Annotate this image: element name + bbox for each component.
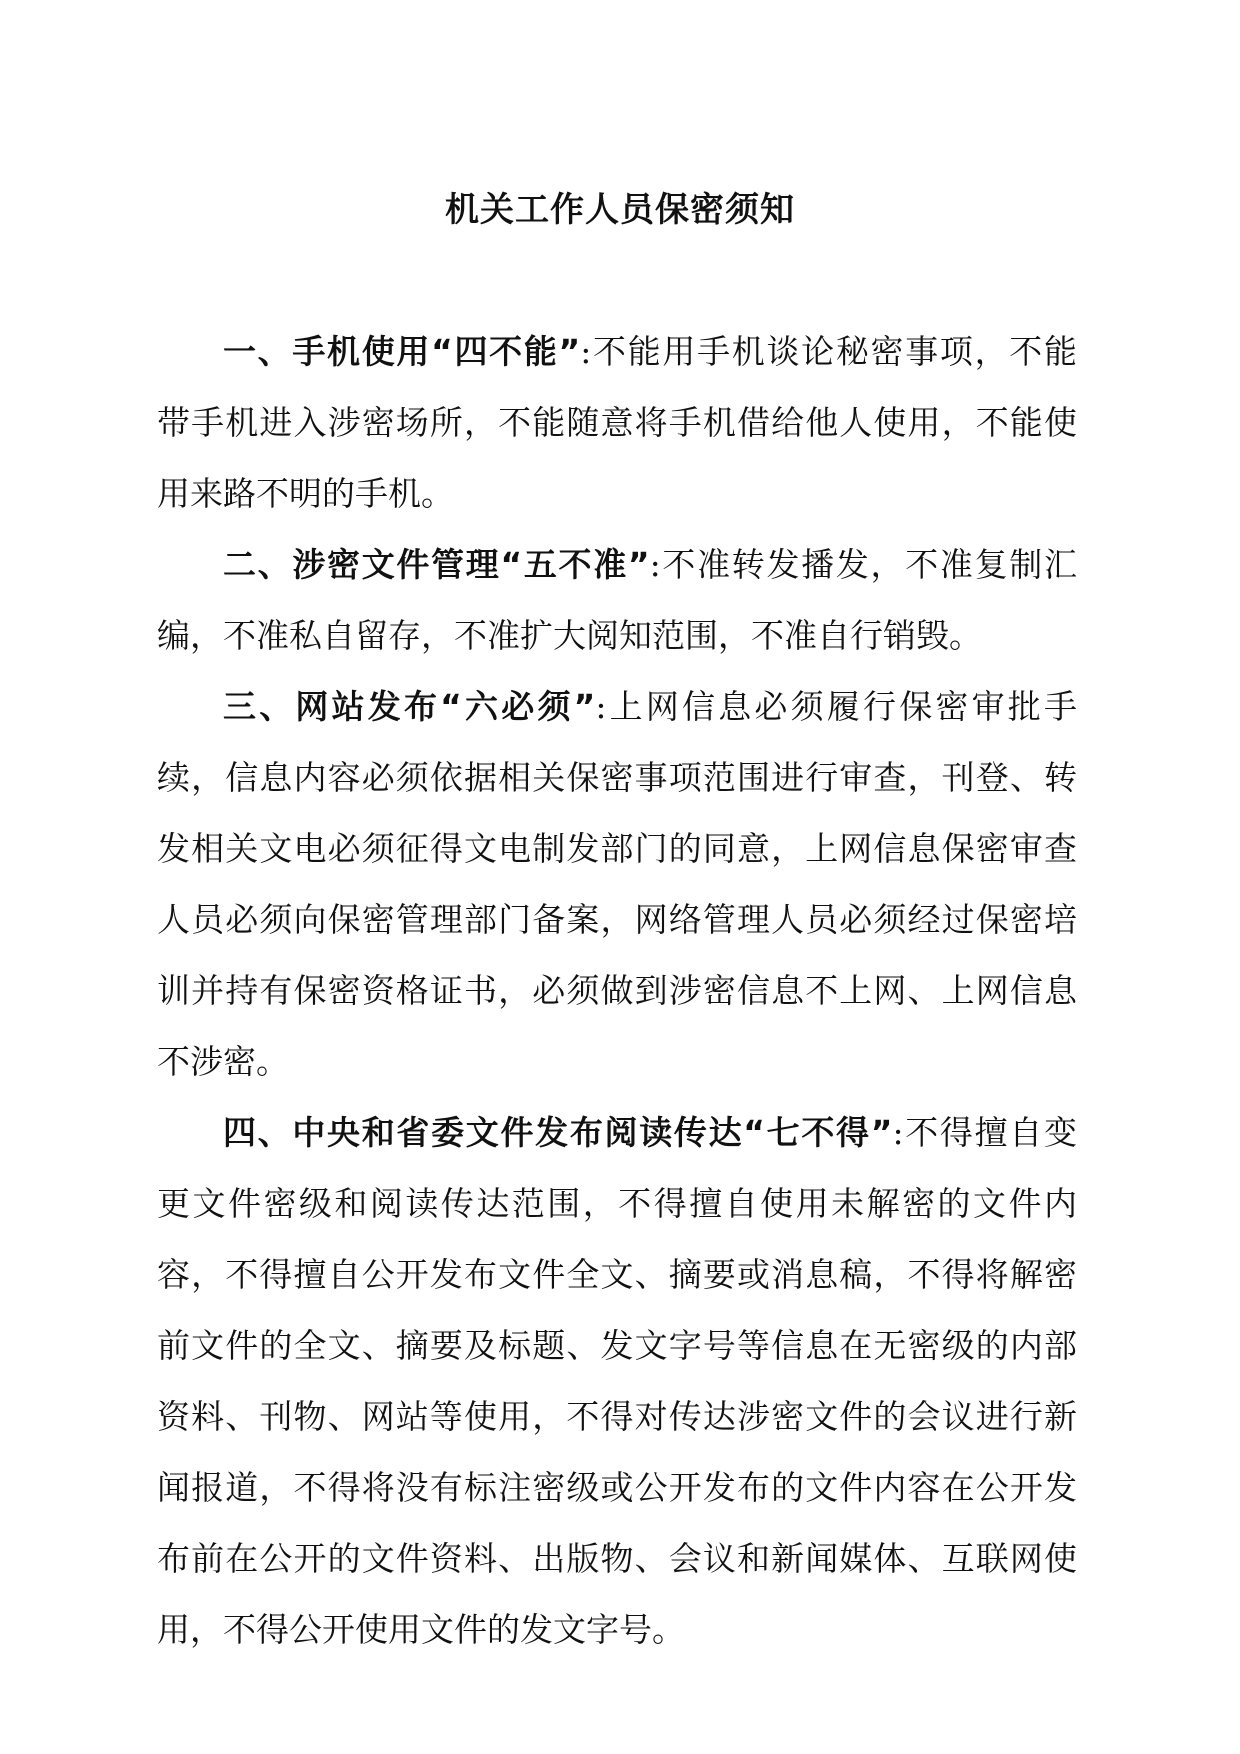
document-body xyxy=(157,316,1077,1665)
paragraph-line: 更文件密级和阅读传达范围，不得擅自使用未解密的文件内 xyxy=(157,1184,1077,1223)
paragraph-text: :不得擅自变 xyxy=(892,1113,1077,1152)
paragraph-line xyxy=(157,316,1077,387)
section-website-publishing-rules xyxy=(157,671,1077,1097)
paragraph-line xyxy=(157,1097,1077,1168)
section-heading: 二、涉密文件管理“五不准” xyxy=(223,545,650,584)
paragraph-text: :上网信息必须履行保密审批手 xyxy=(595,687,1077,726)
section-heading: 三、网站发布“六必须” xyxy=(223,687,596,726)
section-mobile-phone-rules xyxy=(157,316,1077,529)
paragraph-line: 容，不得擅自公开发布文件全文、摘要或消息稿，不得将解密 xyxy=(157,1255,1077,1294)
paragraph-line: 续，信息内容必须依据相关保密事项范围进行审查，刊登、转 xyxy=(157,758,1077,797)
section-classified-document-rules xyxy=(157,529,1077,671)
paragraph-line: 用来路不明的手机。 xyxy=(157,474,454,513)
document-title: 机关工作人员保密须知 xyxy=(445,190,795,230)
paragraph-text: :不准转发播发，不准复制汇 xyxy=(649,545,1077,584)
paragraph-line: 资料、刊物、网站等使用，不得对传达涉密文件的会议进行新 xyxy=(157,1397,1077,1436)
paragraph-text: :不能用手机谈论秘密事项，不能 xyxy=(580,332,1077,371)
section-heading: 四、中央和省委文件发布阅读传达“七不得” xyxy=(223,1113,893,1152)
paragraph-line: 人员必须向保密管理部门备案，网络管理人员必须经过保密培 xyxy=(157,900,1077,939)
section-central-document-rules xyxy=(157,1097,1077,1665)
paragraph-line xyxy=(157,529,1077,600)
paragraph-line: 闻报道，不得将没有标注密级或公开发布的文件内容在公开发 xyxy=(157,1468,1077,1507)
section-heading: 一、手机使用“四不能” xyxy=(223,332,581,371)
paragraph-line: 不涉密。 xyxy=(157,1042,289,1081)
paragraph-line: 用，不得公开使用文件的发文字号。 xyxy=(157,1610,685,1649)
paragraph-line: 布前在公开的文件资料、出版物、会议和新闻媒体、互联网使 xyxy=(157,1539,1077,1578)
paragraph-line: 前文件的全文、摘要及标题、发文字号等信息在无密级的内部 xyxy=(157,1326,1077,1365)
paragraph-line: 训并持有保密资格证书，必须做到涉密信息不上网、上网信息 xyxy=(157,971,1077,1010)
paragraph-line: 发相关文电必须征得文电制发部门的同意，上网信息保密审查 xyxy=(157,829,1077,868)
paragraph-line xyxy=(157,671,1077,742)
paragraph-line: 带手机进入涉密场所，不能随意将手机借给他人使用，不能使 xyxy=(157,403,1077,442)
paragraph-line: 编，不准私自留存，不准扩大阅知范围，不准自行销毁。 xyxy=(157,616,982,655)
